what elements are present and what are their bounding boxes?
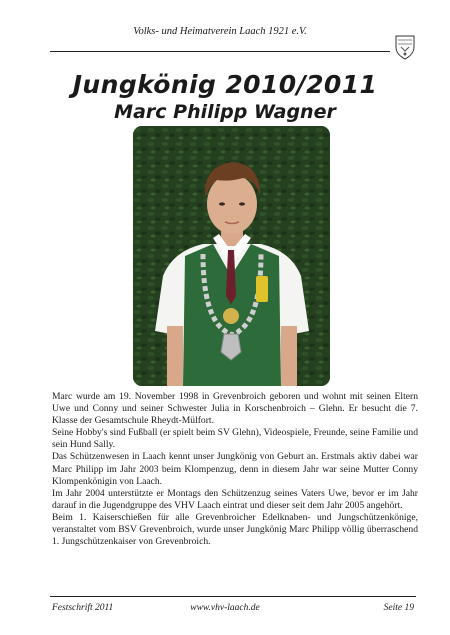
website-link[interactable]: www.vhv-laach.de: [190, 603, 260, 613]
coat-of-arms-icon: [394, 34, 416, 60]
page-title: Jungkönig 2010/2011: [72, 70, 378, 99]
publication-name: Festschrift 2011: [52, 603, 114, 613]
biography-paragraph: Marc wurde am 19. November 1998 in Grevenbroich geboren und wohnt mit seinen Eltern Uwe und Conny und seiner Schwester Julia in Korschenbroich – Glehn. Er besucht die 7. Klasse der Gesamtschule Rheydt-Mülfort.: [52, 391, 418, 427]
biography-paragraph: Beim 1. Kaiserschießen für alle Grevenbroicher Edelknaben- und Jungschützenkönige, veranstaltet vom BSV Grevenbroich, wurde unser Jungkönig Marc Philipp völlig überraschend 1. Jungschützenkaiser von Grevenbroich.: [52, 511, 418, 548]
page-number: Seite 19: [383, 603, 414, 613]
footer-divider: [50, 596, 416, 597]
biography-paragraph: Im Jahr 2004 unterstützte er Montags den Schützenzug seines Vaters Uwe, bevor er im Jahr darauf in die Jugendgruppe des VHV Laach eintrat und dieser seit dem Jahr 2005 angehört.: [52, 487, 418, 511]
association-name: Volks- und Heimatverein Laach 1921 e.V.: [133, 26, 307, 37]
king-name: Marc Philipp Wagner: [114, 101, 336, 123]
header-divider: [50, 51, 390, 52]
portrait-photo: [133, 126, 330, 386]
page-header: [50, 26, 390, 37]
biography-paragraph: Das Schützenwesen in Laach kennt unser Jungkönig von Geburt an. Erstmals aktiv dabei war Marc Philipp im Jahr 2003 beim Klompenzug, denn in diesem Jahr war seine Mutter Conny Klompenkönigin von Laach.: [52, 451, 418, 487]
biography-paragraph: Seine Hobby's sind Fußball (er spielt beim SV Glehn), Videospiele, Freunde, seine Familie und sein Hund Sally.: [52, 427, 418, 451]
biography-text: [52, 391, 418, 548]
